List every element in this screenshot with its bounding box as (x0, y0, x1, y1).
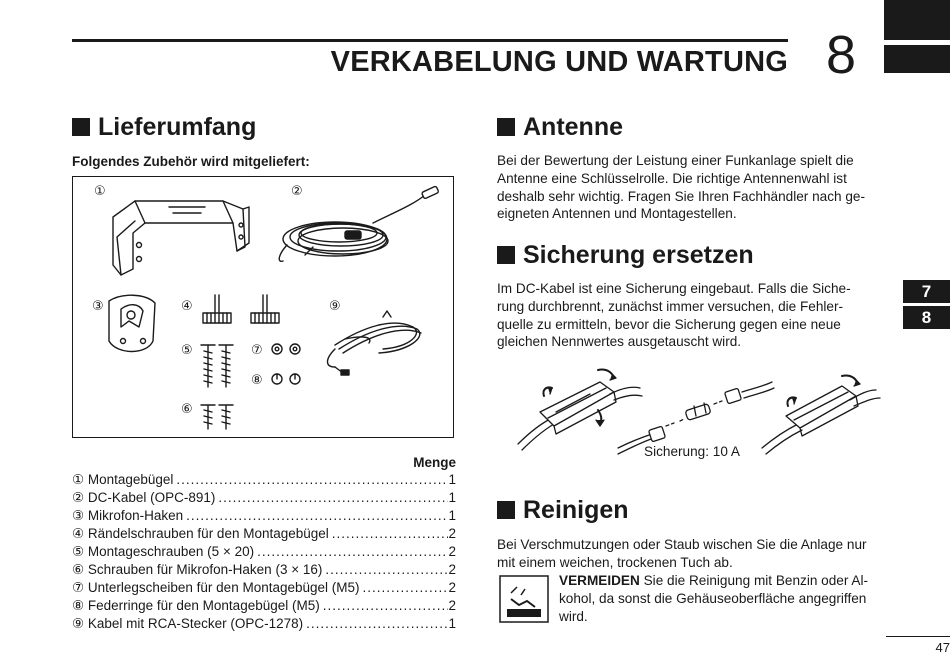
accessories-figure (72, 176, 454, 438)
page-number: 47 (935, 640, 950, 655)
list-item: ① Montagebügel ..... 1 (72, 471, 456, 489)
figure-label-3: ③ (92, 298, 104, 313)
mounting-bracket-illustration (113, 201, 249, 275)
mic-hook-illustration (109, 295, 155, 351)
list-item: ⑧ Federringe für den Montagebügel (M5) ..... 2 (72, 597, 456, 615)
heading-square-icon (497, 246, 515, 264)
page-number-rule (886, 636, 950, 637)
list-item: ③ Mikrofon-Haken ..... 1 (72, 507, 456, 525)
figure-label-2: ② (291, 183, 303, 198)
dc-cable-illustration (279, 186, 439, 261)
reinigen-paragraph: Bei Verschmutzungen oder Staub wischen Sie die Anlage nur mit einem weichen, trockenen Tuch ab. (497, 537, 867, 570)
list-item: ⑦ Unterlegscheiben für den Montagebügel (M5) ..... 2 (72, 579, 456, 597)
thumb-screws-illustration (203, 295, 279, 323)
figure-label-4: ④ (181, 298, 193, 313)
spring-washers-illustration (272, 374, 300, 384)
reinigen-heading: Reinigen (497, 495, 629, 525)
figure-label-5: ⑤ (181, 342, 193, 357)
no-solvent-warning-icon (499, 575, 549, 623)
antenne-heading: Antenne (497, 112, 623, 142)
chapter-title: VERKABELUNG UND WARTUNG (330, 46, 788, 78)
figure-label-8: ⑧ (251, 372, 263, 387)
accessories-illustration (73, 177, 453, 437)
sicherung-paragraph: Im DC-Kabel ist eine Sicherung eingebaut. Falls die Siche- rung durchbrennt, zunächst immer versuchen, die Fehler- quelle zu ermitteln, bevor die Sicherung gegen eine neue gleichen Nennwertes ausgetauscht wird. (497, 281, 851, 350)
chapter-tab-bar-bottom (884, 45, 950, 73)
lieferumfang-subheading: Folgendes Zubehör wird mitgeliefert: (72, 154, 310, 169)
small-screws-illustration (201, 405, 233, 429)
heading-square-icon (497, 501, 515, 519)
antenne-paragraph: Bei der Bewertung der Leistung einer Funkanlage spielt die Antenne eine Schlüsselrolle. Die richtige Antennenwahl ist deshalb sehr wichtig. Fragen Sie Ihren Fachhändler nach ge- eigneten Antennen und Montagestellen. (497, 153, 866, 222)
mounting-screws-illustration (201, 345, 233, 387)
warning-text: VERMEIDEN Sie die Reinigung mit Benzin oder Al- kohol, da sonst die Gehäuseoberfläche angegriffen wird. (559, 573, 869, 624)
list-item: ⑥ Schrauben für Mikrofon-Haken (3 × 16) ..... 2 (72, 561, 456, 579)
fuse-caption: Sicherung: 10 A (644, 444, 740, 459)
rca-cable-illustration (328, 311, 422, 375)
list-item: ⑤ Montageschrauben (5 × 20) ..... 2 (72, 543, 456, 561)
figure-label-9: ⑨ (329, 298, 341, 313)
sicherung-heading: Sicherung ersetzen (497, 240, 754, 270)
list-item: ④ Rändelschrauben für den Montagebügel ..... 2 (72, 525, 456, 543)
chapter-tab-bar-top (884, 0, 950, 40)
list-item: ② DC-Kabel (OPC-891) ..... 1 (72, 489, 456, 507)
figure-label-6: ⑥ (181, 401, 193, 416)
heading-square-icon (497, 118, 515, 136)
figure-label-7: ⑦ (251, 342, 263, 357)
lieferumfang-heading: Lieferumfang (72, 112, 256, 142)
list-item: ⑨ Kabel mit RCA-Stecker (OPC-1278) ..... 1 (72, 615, 456, 633)
washers-illustration (272, 344, 300, 354)
heading-square-icon (72, 118, 90, 136)
quantity-header: Menge (413, 455, 456, 470)
side-tab-chapter-7[interactable]: 7 (903, 280, 950, 303)
figure-label-1: ① (94, 183, 106, 198)
side-tab-chapter-8[interactable]: 8 (903, 306, 950, 329)
chapter-number: 8 (825, 25, 857, 85)
